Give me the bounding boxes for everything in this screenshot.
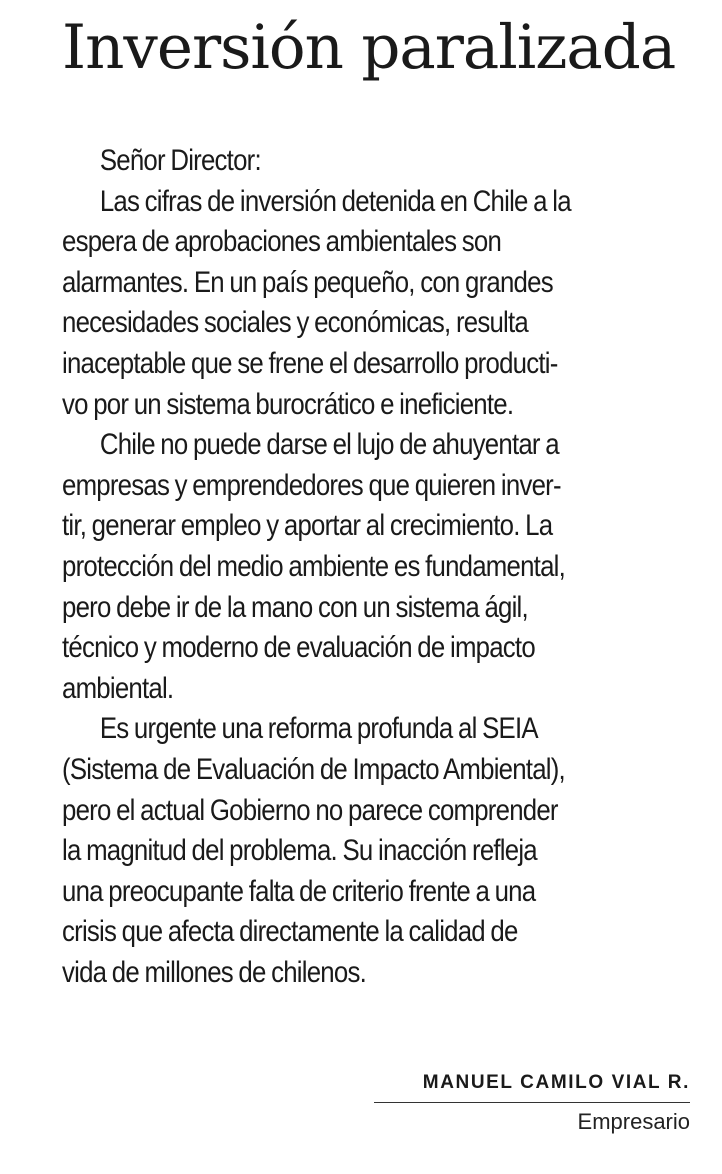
text-line: Chile no puede darse el lujo de ahuyentar a: [99, 428, 559, 462]
text-line: pero el actual Gobierno no parece comprender: [62, 793, 558, 827]
author-name: MANUEL CAMILO VIAL R.: [422, 1072, 690, 1093]
text-line: Las cifras de inversión detenida en Chile a la: [99, 184, 571, 218]
letter-body: [62, 141, 692, 993]
text-line: inaceptable que se frene el desarrollo producti-: [62, 346, 558, 380]
text-line: ambiental.: [62, 671, 174, 705]
text-line: (Sistema de Evaluación de Impacto Ambiental),: [62, 752, 565, 786]
text-line: la magnitud del problema. Su inacción refleja: [62, 834, 537, 868]
text-line: espera de aprobaciones ambientales son: [62, 225, 502, 259]
headline: Inversión paralizada: [62, 12, 676, 83]
text-line: crisis que afecta directamente la calidad de: [62, 915, 518, 949]
signature-divider: [374, 1102, 690, 1103]
salutation: Señor Director:: [99, 144, 261, 177]
text-line: una preocupante falta de criterio frente a una: [62, 874, 536, 908]
text-line: necesidades sociales y económicas, resulta: [62, 306, 528, 340]
text-line: protección del medio ambiente es fundamental,: [62, 549, 566, 583]
text-line: pero debe ir de la mano con un sistema ágil,: [62, 590, 528, 624]
text-line: técnico y moderno de evaluación de impacto: [62, 631, 535, 665]
text-line: empresas y emprendedores que quieren inver-: [62, 468, 561, 502]
signature-block: [374, 1068, 690, 1140]
text-line: tir, generar empleo y aportar al crecimiento. La: [62, 509, 553, 543]
text-line: Es urgente una reforma profunda al SEIA: [99, 712, 538, 746]
text-line: vo por un sistema burocrático e ineficiente.: [62, 387, 514, 421]
text-line: alarmantes. En un país pequeño, con grandes: [62, 265, 553, 299]
author-role: Empresario: [577, 1109, 690, 1134]
text-line: vida de millones de chilenos.: [62, 955, 366, 989]
